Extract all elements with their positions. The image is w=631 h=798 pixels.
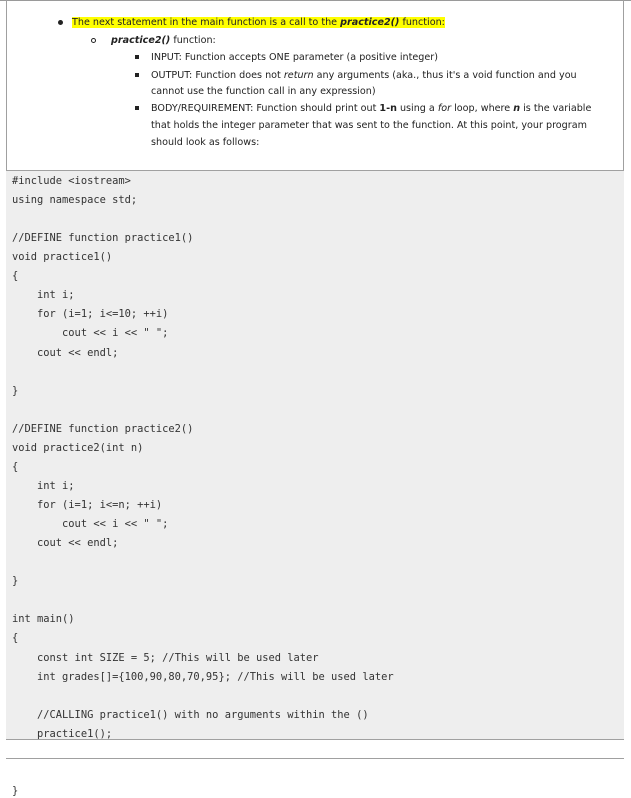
intro-line [72,16,445,29]
code-line: int main() [12,613,75,626]
code-line: #include <iostream> [12,175,131,187]
code-line: void practice2(int n) [12,441,144,454]
output-prefix: OUTPUT: Function does not [151,70,284,81]
code-line: } [12,384,19,397]
code-line: cout << endl; [12,346,119,359]
output-line-1 [151,69,577,82]
code-line: int i; [12,289,75,302]
intro-suffix: function: [399,17,445,28]
code-line: int i; [12,479,75,492]
intro-prefix: The next statement in the main function is a call to the [72,17,341,28]
body-e: loop, where [451,103,514,114]
code-line: { [12,270,19,283]
square-bullet-icon [135,73,139,77]
body-a: BODY/REQUIREMENT: Function should print out [151,103,380,114]
code-line: void practice1() [12,251,113,264]
sub-suffix: function: [170,35,216,46]
code-line: cout << i << " "; [12,518,169,531]
intro-highlight [72,17,445,28]
intro-func: practice2() [340,17,400,28]
code-line: } [12,784,19,797]
sub-func: practice2() [111,35,171,46]
square-bullet-icon [135,55,139,59]
body-line-3: should look as follows: [151,137,260,148]
square-bullet-icon [135,106,139,110]
code-line: for (i=1; i<=10; ++i) [12,308,169,321]
code-line: cout << i << " "; [12,327,169,340]
code-line: { [12,460,19,473]
sub-line [111,34,216,47]
code-line: int grades[]={100,90,80,70,95}; //This will be used later [12,670,394,683]
output-em: return [283,70,314,81]
body-g: is the variable [520,103,592,114]
code-line: //CALLING practice1() with no arguments within the () [12,708,369,721]
code-line: cout << endl; [12,537,119,550]
bottom-strip [6,740,624,759]
output-line-2: cannot use the function call in any expression) [151,86,376,97]
body-line-2: that holds the integer parameter that was sent to the function. At this point, your program [151,120,587,131]
instructions-section [0,0,631,170]
code-line: //DEFINE function practice2() [12,422,194,435]
code-line: const int SIZE = 5; //This will be used later [12,651,319,664]
body-f: n [513,103,521,114]
body-b: 1-n [379,103,397,114]
code-line: //DEFINE function practice1() [12,232,194,245]
circle-bullet-icon [91,38,96,43]
code-line: practice1(); [12,727,113,740]
code-line: for (i=1; i<=n; ++i) [12,499,163,512]
body-c: using a [396,103,438,114]
body-d: for [437,103,452,114]
code-line: } [12,575,19,588]
code-line: { [12,632,19,645]
code-line: using namespace std; [12,194,138,207]
output-suffix: any arguments (aka., thus it's a void function and you [313,70,577,81]
code-block [6,170,624,797]
disc-bullet-icon [58,20,63,25]
input-line: INPUT: Function accepts ONE parameter (a positive integer) [151,52,438,63]
body-line-1 [151,102,591,115]
